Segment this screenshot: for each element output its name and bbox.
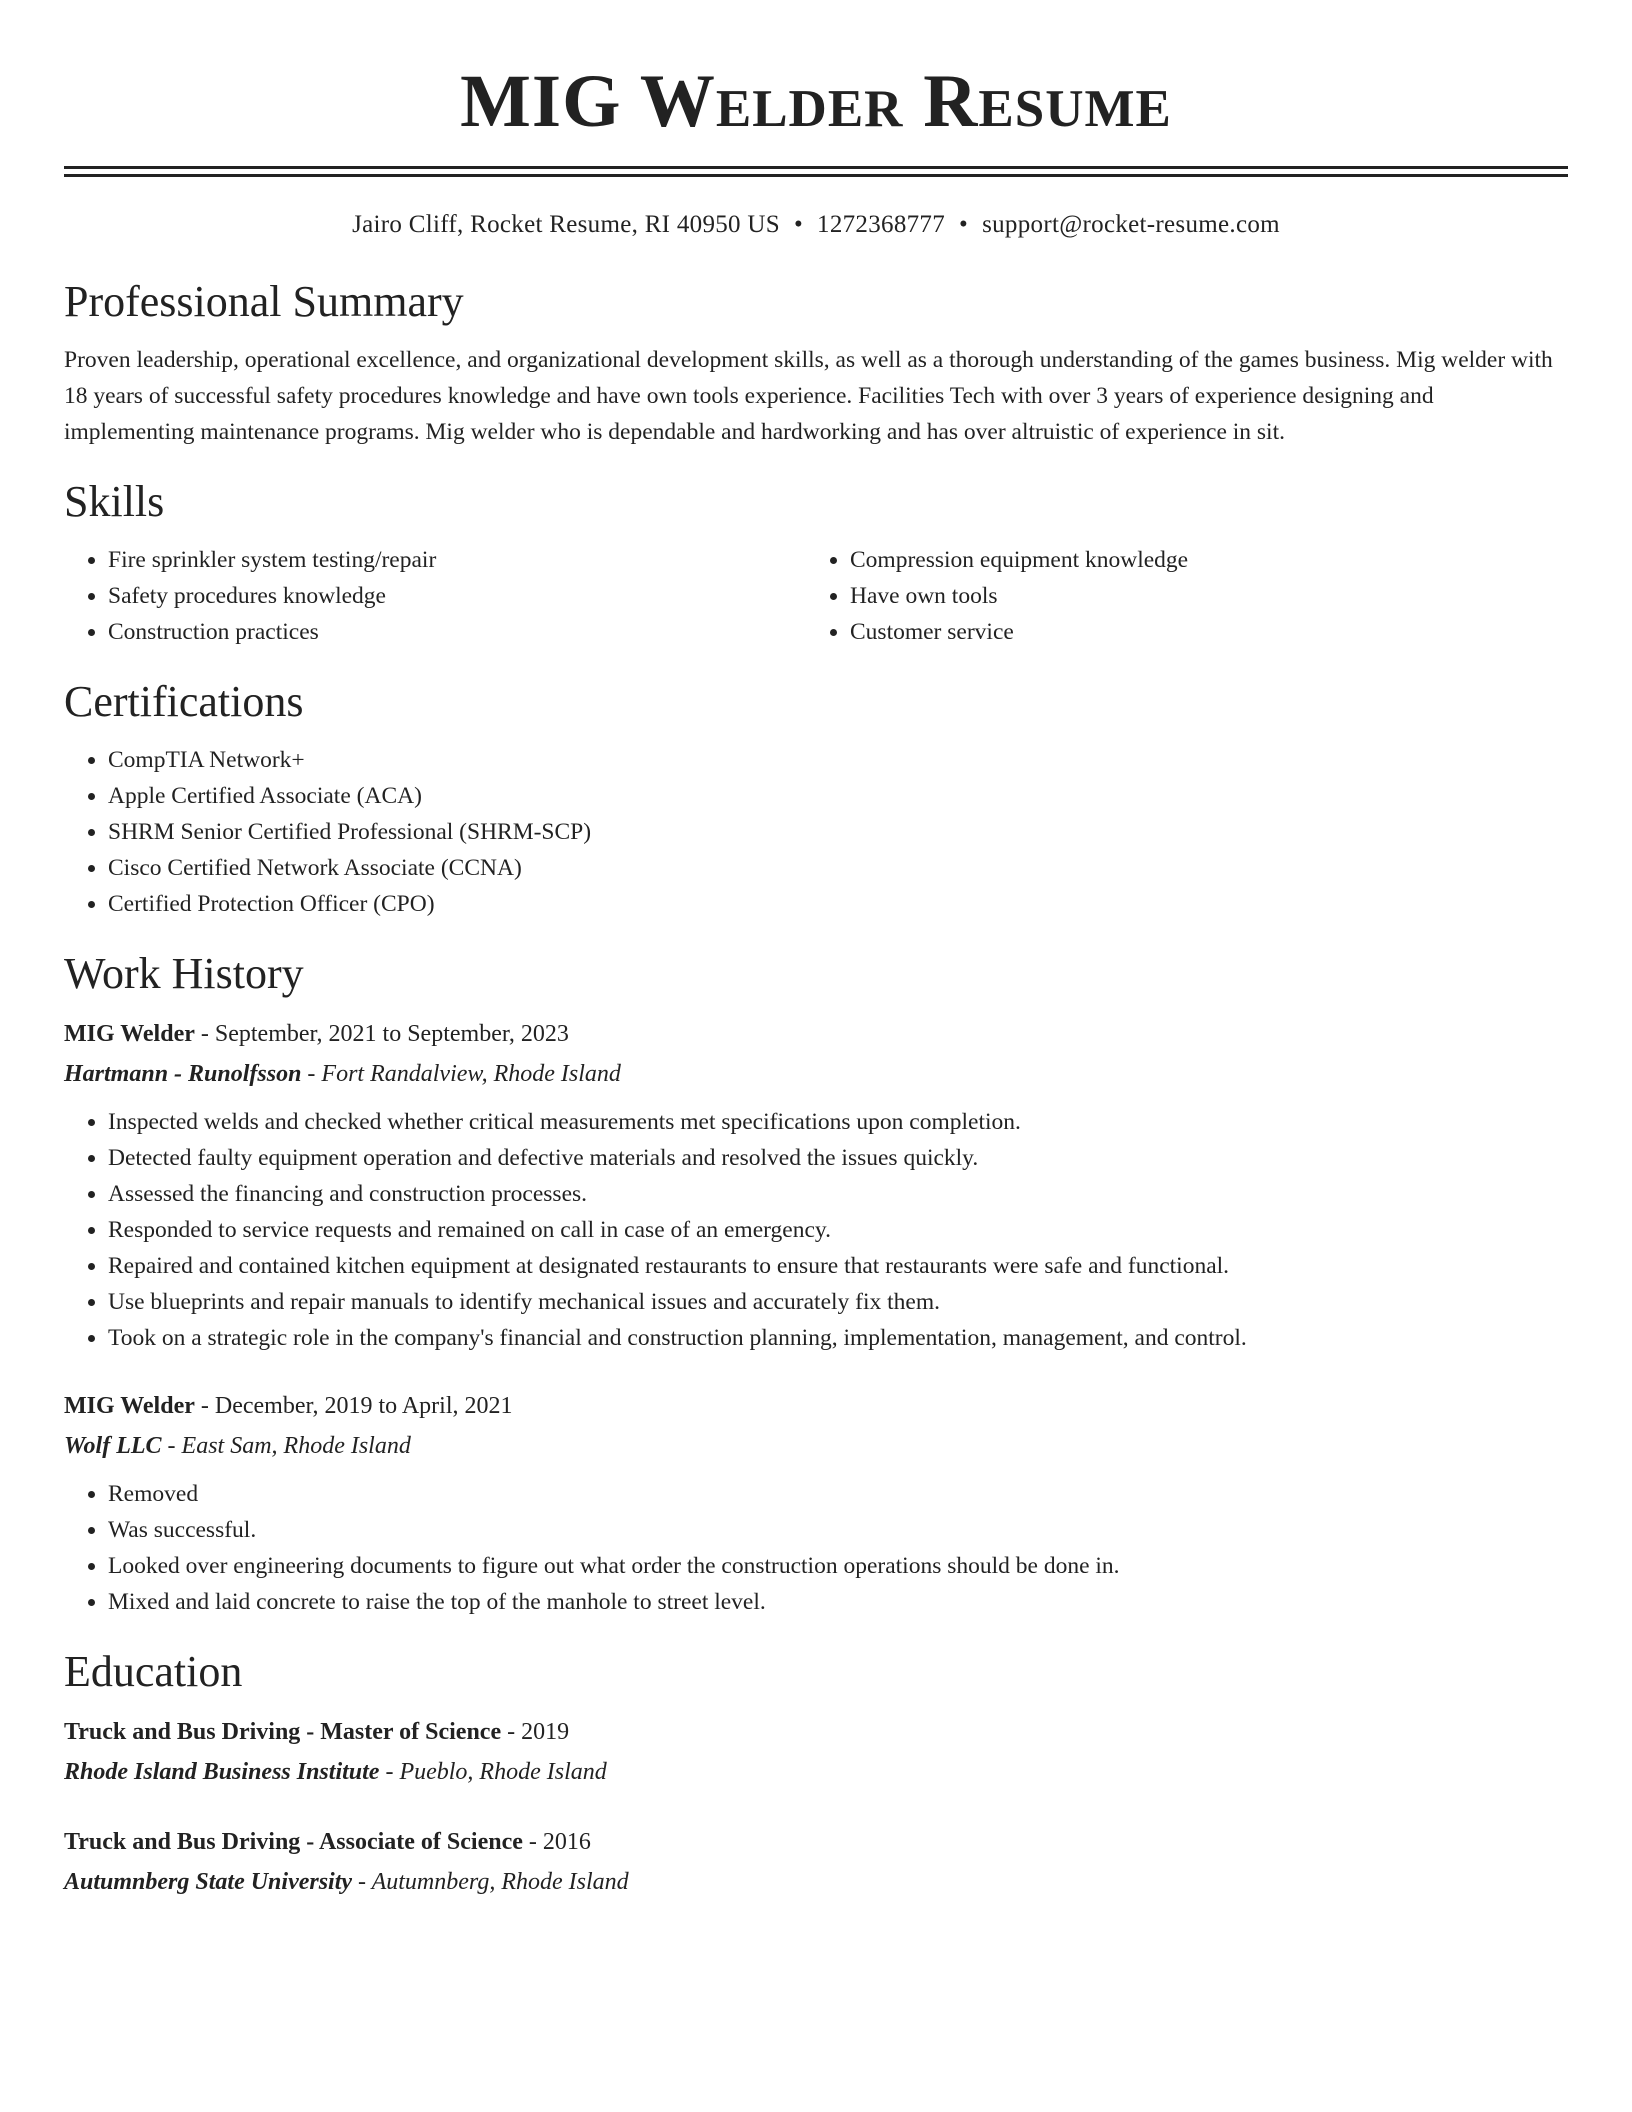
spacer — [64, 1356, 1568, 1386]
education-degree-line — [64, 1822, 1568, 1862]
job-entry — [64, 1014, 1568, 1356]
job-dates: - December, 2019 to April, 2021 — [194, 1393, 513, 1419]
education-degree: Truck and Bus Driving - Associate of Science — [64, 1829, 523, 1855]
job-duty: • Assessed the financing and construction processes. — [108, 1176, 1568, 1212]
spacer — [64, 1792, 1568, 1822]
page-title: MIG Welder Resume — [460, 60, 1172, 143]
job-company: Hartmann - Runolfsson — [64, 1061, 302, 1087]
skills-heading: Skills — [64, 477, 165, 526]
skills-list-left — [64, 542, 806, 650]
certifications-heading: Certifications — [64, 677, 304, 726]
skill-item: • Safety procedures knowledge — [108, 578, 806, 614]
skill-item: • Construction practices — [108, 614, 806, 650]
education-year: - 2016 — [522, 1829, 591, 1855]
job-duty: • Mixed and laid concrete to raise the top of the manhole to street level. — [108, 1584, 1568, 1620]
education-heading: Education — [64, 1647, 243, 1696]
job-duties-list — [64, 1104, 1568, 1356]
education-degree-line — [64, 1712, 1568, 1752]
education-school: Autumnberg State University — [64, 1869, 353, 1895]
contact-email: support@rocket-resume.com — [982, 211, 1280, 238]
job-duty: • Use blueprints and repair manuals to identify mechanical issues and accurately fix them. — [108, 1284, 1568, 1320]
certification-item: • CompTIA Network+ — [108, 742, 1568, 778]
education-school: Rhode Island Business Institute — [64, 1759, 380, 1785]
job-duty: • Looked over engineering documents to figure out what order the construction operations should be done in. — [108, 1548, 1568, 1584]
certification-item: • Apple Certified Associate (ACA) — [108, 778, 1568, 814]
job-duty: • Repaired and contained kitchen equipment at designated restaurants to ensure that restaurants were safe and functional. — [108, 1248, 1568, 1284]
certification-item: • Certified Protection Officer (CPO) — [108, 886, 1568, 922]
skill-item: • Fire sprinkler system testing/repair — [108, 542, 806, 578]
job-duty: • Detected faulty equipment operation and defective materials and resolved the issues quickly. — [108, 1140, 1568, 1176]
job-dates: - September, 2021 to September, 2023 — [194, 1021, 569, 1047]
contact-separator: • — [959, 211, 969, 238]
education-location: - Autumnberg, Rhode Island — [352, 1869, 629, 1895]
education-location: - Pueblo, Rhode Island — [379, 1759, 607, 1785]
job-duties-list — [64, 1476, 1568, 1620]
certification-item: • Cisco Certified Network Associate (CCNA) — [108, 850, 1568, 886]
education-year: - 2019 — [501, 1719, 570, 1745]
job-title-line — [64, 1014, 1568, 1054]
skills-list-right — [806, 542, 1548, 650]
job-duty: • Was successful. — [108, 1512, 1568, 1548]
certifications-list — [64, 742, 1568, 922]
job-location: - East Sam, Rhode Island — [161, 1433, 411, 1459]
work-history-heading: Work History — [64, 949, 304, 998]
job-entry — [64, 1386, 1568, 1620]
skill-item: • Have own tools — [850, 578, 1548, 614]
job-title: MIG Welder — [64, 1393, 195, 1419]
job-location: - Fort Randalview, Rhode Island — [301, 1061, 621, 1087]
contact-phone: 1272368777 — [817, 211, 946, 238]
skill-item: • Customer service — [850, 614, 1548, 650]
title-divider — [64, 166, 1568, 177]
contact-separator: • — [793, 211, 804, 238]
contact-line — [64, 210, 1568, 240]
education-entry — [64, 1822, 1568, 1902]
contact-address: Jairo Cliff, Rocket Resume, RI 40950 US — [352, 211, 780, 238]
education-school-line — [64, 1752, 1568, 1792]
education-degree: Truck and Bus Driving - Master of Science — [64, 1719, 502, 1745]
education-entry — [64, 1712, 1568, 1792]
skills-columns — [64, 528, 1568, 650]
job-company: Wolf LLC — [64, 1433, 162, 1459]
summary-text: Proven leadership, operational excellence, and organizational development skills, as well as a thorough understanding of the games business. Mig welder with 18 years of successful safety procedures knowledge and have own tools experience. Facilities Tech with over 3 years of experience designing and implementing maintenance programs. Mig welder who is dependable and hardworking and has over altruistic of experience in sit. — [64, 347, 1553, 445]
summary-heading: Professional Summary — [64, 277, 464, 326]
education-school-line — [64, 1862, 1568, 1902]
job-company-line — [64, 1054, 1568, 1094]
certification-item: • SHRM Senior Certified Professional (SHRM-SCP) — [108, 814, 1568, 850]
job-duty: • Inspected welds and checked whether critical measurements met specifications upon completion. — [108, 1104, 1568, 1140]
job-duty: • Removed — [108, 1476, 1568, 1512]
skill-item: • Compression equipment knowledge — [850, 542, 1548, 578]
job-title: MIG Welder — [64, 1021, 195, 1047]
job-title-line — [64, 1386, 1568, 1426]
job-duty: • Took on a strategic role in the company's financial and construction planning, implementation, management, and control. — [108, 1320, 1568, 1356]
job-duty: • Responded to service requests and remained on call in case of an emergency. — [108, 1212, 1568, 1248]
job-company-line — [64, 1426, 1568, 1466]
